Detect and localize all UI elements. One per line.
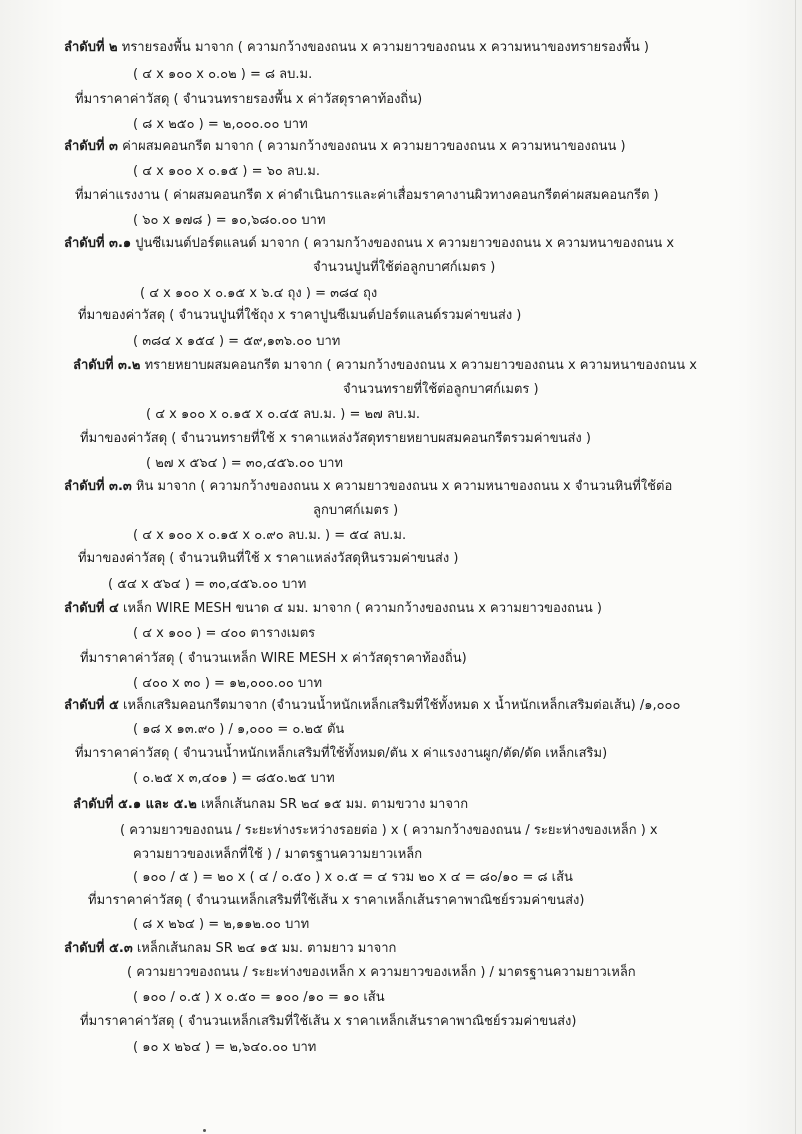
item-5-1-5-2-price-source: ที่มาราคาค่าวัสดุ ( จำนวนเหล็กเสริมที่ใช้เส้น x ราคาเหล็กเส้นราคาพาณิชย์รวมค่าขนส่ง) — [88, 893, 585, 908]
item-5-3-total: ( ๑๐ x ๒๖๔ ) = ๒,๖๔๐.๐๐ บาท — [133, 1040, 317, 1055]
item-3-price-source: ที่มาค่าแรงงาน ( ค่าผสมคอนกรีต x ค่าดำเนินการและค่าเสื่อมราคางานผิวทางคอนกรีตค่าผสมคอนกรีต ) — [75, 188, 659, 203]
item-label: ลำดับที่ ๓.๓ — [64, 479, 132, 494]
item-3-2-total: ( ๒๗ x ๕๖๔ ) = ๓๐,๔๕๖.๐๐ บาท — [146, 456, 343, 471]
item-3-1-formula: ( ๔ x ๑๐๐ x ๐.๑๕ x ๖.๔ ถุง ) = ๓๘๔ ถุง — [140, 286, 378, 301]
item-label: ลำดับที่ ๕.๑ และ ๕.๒ — [73, 797, 197, 812]
item-label: ลำดับที่ ๓.๑ — [64, 236, 132, 251]
item-3-3-total: ( ๕๔ x ๕๖๔ ) = ๓๐,๔๕๖.๐๐ บาท — [108, 577, 307, 592]
item-3-formula: ( ๔ x ๑๐๐ x ๐.๑๕ ) = ๖๐ ลบ.ม. — [133, 164, 320, 179]
item-3-2-heading-cont: จำนวนทรายที่ใช้ต่อลูกบาศก์เมตร ) — [343, 382, 539, 397]
item-label: ลำดับที่ ๒ — [64, 40, 118, 55]
item-2-price-source: ที่มาราคาค่าวัสดุ ( จำนวนทรายรองพื้น x ค่าวัสดุราคาท้องถิ่น) — [75, 92, 423, 107]
item-3-1-heading-cont: จำนวนปูนที่ใช้ต่อลูกบาศก์เมตร ) — [313, 260, 496, 275]
item-3-1-price-source: ที่มาของค่าวัสดุ ( จำนวนปูนที่ใช้ถุง x ราคาปูนซีเมนต์ปอร์ตแลนด์รวมค่าขนส่ง ) — [78, 308, 522, 323]
item-5-3-formula-text: ( ความยาวของถนน / ระยะห่างของเหล็ก x ความยาวของเหล็ก ) / มาตรฐานความยาวเหล็ก — [127, 965, 636, 980]
item-2-heading: ลำดับที่ ๒ ทรายรองพื้น มาจาก ( ความกว้างของถนน x ความยาวของถนน x ความหนาของทรายรองพื้น ) — [64, 40, 649, 55]
item-5-1-5-2-formula: ( ๑๐๐ / ๕ ) = ๒๐ x ( ๔ / ๐.๕๐ ) x ๐.๕ = ๔ รวม ๒๐ x ๔ = ๘๐/๑๐ = ๘ เส้น — [133, 870, 573, 885]
item-5-total: ( ๐.๒๕ x ๓,๔๐๑ ) = ๘๕๐.๒๕ บาท — [133, 771, 335, 786]
item-3-heading: ลำดับที่ ๓ ค่าผสมคอนกรีต มาจาก ( ความกว้างของถนน x ความยาวของถนน x ความหนาของถนน ) — [64, 139, 626, 154]
item-5-heading: ลำดับที่ ๕ เหล็กเสริมคอนกรีตมาจาก (จำนวนน้ำหนักเหล็กเสริมที่ใช้ทั้งหมด x น้ำหนักเหล็กเสริมต่อเส้น) /๑,๐๐๐ — [64, 698, 681, 713]
scan-speck — [203, 1129, 206, 1132]
item-3-2-price-source: ที่มาของค่าวัสดุ ( จำนวนทรายที่ใช้ x ราคาแหล่งวัสดุทรายหยาบผสมคอนกรีตรวมค่าขนส่ง ) — [80, 431, 591, 446]
item-5-1-5-2-heading: ลำดับที่ ๕.๑ และ ๕.๒ เหล็กเส้นกลม SR ๒๔ ๑๕ มม. ตามขวาง มาจาก — [73, 797, 469, 812]
item-5-1-5-2-formula-text-1: ( ความยาวของถนน / ระยะห่างระหว่างรอยต่อ ) x ( ความกว้างของถนน / ระยะห่างของเหล็ก ) x — [120, 823, 658, 838]
item-5-1-5-2-formula-text-2: ความยาวของเหล็กที่ใช้ ) / มาตรฐานความยาวเหล็ก — [133, 847, 423, 862]
item-label: ลำดับที่ ๕ — [64, 698, 119, 713]
item-label: ลำดับที่ ๕.๓ — [64, 941, 133, 956]
item-3-total: ( ๖๐ x ๑๗๘ ) = ๑๐,๖๘๐.๐๐ บาท — [133, 213, 326, 228]
item-5-3-price-source: ที่มาราคาค่าวัสดุ ( จำนวนเหล็กเสริมที่ใช้เส้น x ราคาเหล็กเส้นราคาพาณิชย์รวมค่าขนส่ง) — [80, 1014, 577, 1029]
item-4-formula: ( ๔ x ๑๐๐ ) = ๔๐๐ ตารางเมตร — [133, 626, 316, 641]
item-3-2-formula: ( ๔ x ๑๐๐ x ๐.๑๕ x ๐.๔๕ ลบ.ม. ) = ๒๗ ลบ.ม. — [146, 407, 421, 422]
item-3-3-price-source: ที่มาของค่าวัสดุ ( จำนวนหินที่ใช้ x ราคาแหล่งวัสดุหินรวมค่าขนส่ง ) — [78, 551, 459, 566]
scan-edge — [795, 0, 796, 1134]
item-3-3-formula: ( ๔ x ๑๐๐ x ๐.๑๕ x ๐.๙๐ ลบ.ม. ) = ๕๔ ลบ.ม. — [133, 528, 407, 543]
item-label: ลำดับที่ ๓ — [64, 139, 118, 154]
item-3-1-heading: ลำดับที่ ๓.๑ ปูนซีเมนต์ปอร์ตแลนด์ มาจาก ( ความกว้างของถนน x ความยาวของถนน x ความหนาของถนน x — [64, 236, 675, 251]
item-4-price-source: ที่มาราคาค่าวัสดุ ( จำนวนเหล็ก WIRE MESH x ค่าวัสดุราคาท้องถิ่น) — [80, 651, 467, 666]
item-5-3-heading: ลำดับที่ ๕.๓ เหล็กเส้นกลม SR ๒๔ ๑๕ มม. ตามยาว มาจาก — [64, 941, 397, 956]
item-label: ลำดับที่ ๔ — [64, 601, 119, 616]
item-5-3-formula: ( ๑๐๐ / ๐.๕ ) x ๐.๕๐ = ๑๐๐ /๑๐ = ๑๐ เส้น — [133, 990, 385, 1005]
item-3-3-heading: ลำดับที่ ๓.๓ หิน มาจาก ( ความกว้างของถนน x ความยาวของถนน x ความหนาของถนน x จำนวนหินที่ใช้ต่อ — [64, 479, 673, 494]
item-4-heading: ลำดับที่ ๔ เหล็ก WIRE MESH ขนาด ๔ มม. มาจาก ( ความกว้างของถนน x ความยาวของถนน ) — [64, 601, 602, 616]
item-4-total: ( ๔๐๐ x ๓๐ ) = ๑๒,๐๐๐.๐๐ บาท — [133, 676, 323, 691]
item-5-price-source: ที่มาราคาค่าวัสดุ ( จำนวนน้ำหนักเหล็กเสริมที่ใช้ทั้งหมด/ตัน x ค่าแรงงานผูก/ตัด/ดัด เหล็กเสริม) — [75, 746, 608, 761]
item-2-formula: ( ๔ x ๑๐๐ x ๐.๐๒ ) = ๘ ลบ.ม. — [133, 67, 313, 82]
item-3-3-heading-cont: ลูกบาศก์เมตร ) — [313, 503, 399, 518]
item-5-1-5-2-total: ( ๘ x ๒๖๔ ) = ๒,๑๑๒.๐๐ บาท — [133, 917, 310, 932]
item-3-2-heading: ลำดับที่ ๓.๒ ทรายหยาบผสมคอนกรีต มาจาก ( ความกว้างของถนน x ความยาวของถนน x ความหนาของถนน x — [73, 358, 697, 373]
item-label: ลำดับที่ ๓.๒ — [73, 358, 141, 373]
item-5-formula: ( ๑๘ x ๑๓.๙๐ ) / ๑,๐๐๐ = ๐.๒๕ ตัน — [133, 722, 345, 737]
item-3-1-total: ( ๓๘๔ x ๑๕๔ ) = ๕๙,๑๓๖.๐๐ บาท — [133, 334, 341, 349]
item-2-total: ( ๘ x ๒๕๐ ) = ๒,๐๐๐.๐๐ บาท — [133, 117, 308, 132]
